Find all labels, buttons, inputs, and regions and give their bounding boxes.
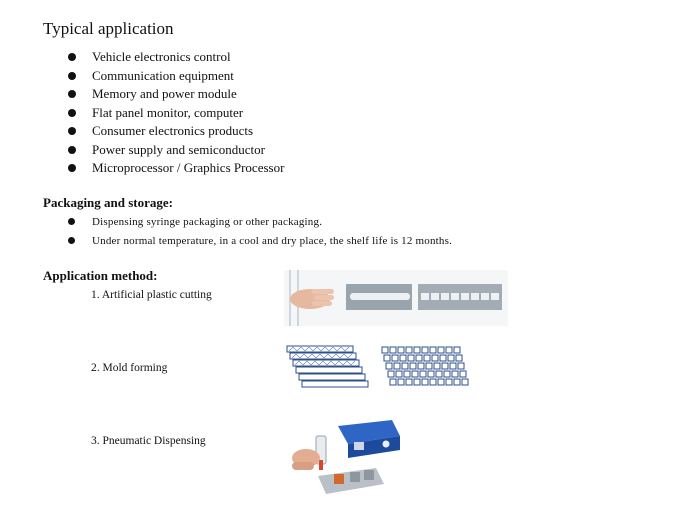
step-cutting-label: 1. Artificial plastic cutting <box>91 289 212 301</box>
list-item-text: Under normal temperature, in a cool and dry place, the shelf life is 12 months. <box>92 235 453 247</box>
packaging-list <box>68 214 452 252</box>
mold-block <box>452 371 458 377</box>
mold-block <box>430 379 436 385</box>
mold-block <box>436 371 442 377</box>
typical-application-heading: Typical application <box>43 19 174 38</box>
mold-block <box>406 379 412 385</box>
bullet-icon <box>68 237 75 244</box>
mold-block <box>382 347 388 353</box>
mold-block <box>406 347 412 353</box>
mold-block <box>390 379 396 385</box>
mold-block <box>422 379 428 385</box>
list-item <box>68 214 452 233</box>
bullet-icon <box>68 109 76 117</box>
list-item <box>68 104 284 123</box>
bullet-icon <box>68 72 76 80</box>
mold-block <box>396 371 402 377</box>
list-item-text: Memory and power module <box>92 86 237 101</box>
mold-block <box>446 347 452 353</box>
bullet-icon <box>68 53 76 61</box>
mold-block <box>404 371 410 377</box>
pneumatic-dispensing-figure <box>288 416 406 498</box>
mold-block <box>412 371 418 377</box>
mold-block <box>388 371 394 377</box>
list-item <box>68 48 284 67</box>
mold-block <box>424 355 430 361</box>
mold-block <box>448 355 454 361</box>
mold-strips-icon <box>287 346 368 387</box>
list-item-text: Vehicle electronics control <box>92 49 231 64</box>
strip-photo <box>418 284 502 310</box>
mold-block <box>420 371 426 377</box>
mold-block <box>460 371 466 377</box>
mold-blocks-grid <box>382 347 468 385</box>
mold-block <box>398 347 404 353</box>
bullet-icon <box>68 127 76 135</box>
list-item <box>68 85 284 104</box>
list-item <box>68 141 284 160</box>
mold-block <box>462 379 468 385</box>
mold-block <box>426 363 432 369</box>
mold-block <box>410 363 416 369</box>
mold-block <box>392 355 398 361</box>
list-item-text: Microprocessor / Graphics Processor <box>92 160 285 175</box>
list-item-text: Consumer electronics products <box>92 123 254 138</box>
mold-block <box>450 363 456 369</box>
mold-block <box>386 363 392 369</box>
mold-block <box>414 347 420 353</box>
typical-application-list <box>68 48 284 178</box>
bullet-icon <box>68 146 76 154</box>
step-mold-label: 2. Mold forming <box>91 362 168 374</box>
mold-block <box>438 347 444 353</box>
mold-block <box>422 347 428 353</box>
mold-block <box>400 355 406 361</box>
cutting-photo-strip <box>284 270 508 326</box>
mold-forming-figure <box>286 344 472 390</box>
mold-block <box>432 355 438 361</box>
tape-strip <box>350 293 410 300</box>
mold-block <box>456 355 462 361</box>
mold-block <box>438 379 444 385</box>
application-method-heading: Application method: <box>43 268 158 283</box>
hand-icon <box>290 289 334 309</box>
list-item <box>68 67 284 86</box>
mold-block <box>446 379 452 385</box>
list-item <box>68 159 284 178</box>
mold-block <box>428 371 434 377</box>
mold-block <box>384 355 390 361</box>
list-item <box>68 233 452 252</box>
mold-block <box>394 363 400 369</box>
mold-block <box>430 347 436 353</box>
mold-block <box>444 371 450 377</box>
list-item-text: Dispensing syringe packaging or other packaging. <box>92 216 323 228</box>
mold-block <box>454 379 460 385</box>
mold-block <box>458 363 464 369</box>
bullet-icon <box>68 90 76 98</box>
packaging-heading: Packaging and storage: <box>43 195 173 210</box>
mold-block <box>440 355 446 361</box>
step-dispensing-label: 3. Pneumatic Dispensing <box>91 435 206 447</box>
mold-block <box>416 355 422 361</box>
list-item-text: Communication equipment <box>92 67 234 83</box>
mold-block <box>398 379 404 385</box>
mold-block <box>442 363 448 369</box>
list-item-text: Power supply and semiconductor <box>92 141 265 157</box>
list-item-text: Flat panel monitor, computer <box>92 104 244 120</box>
bullet-icon <box>68 218 75 225</box>
mold-block <box>390 347 396 353</box>
mold-block <box>414 379 420 385</box>
list-item <box>68 122 284 141</box>
mold-block <box>454 347 460 353</box>
bullet-icon <box>68 164 76 172</box>
mold-block <box>408 355 414 361</box>
mold-block <box>402 363 408 369</box>
mold-block <box>434 363 440 369</box>
mold-block <box>418 363 424 369</box>
